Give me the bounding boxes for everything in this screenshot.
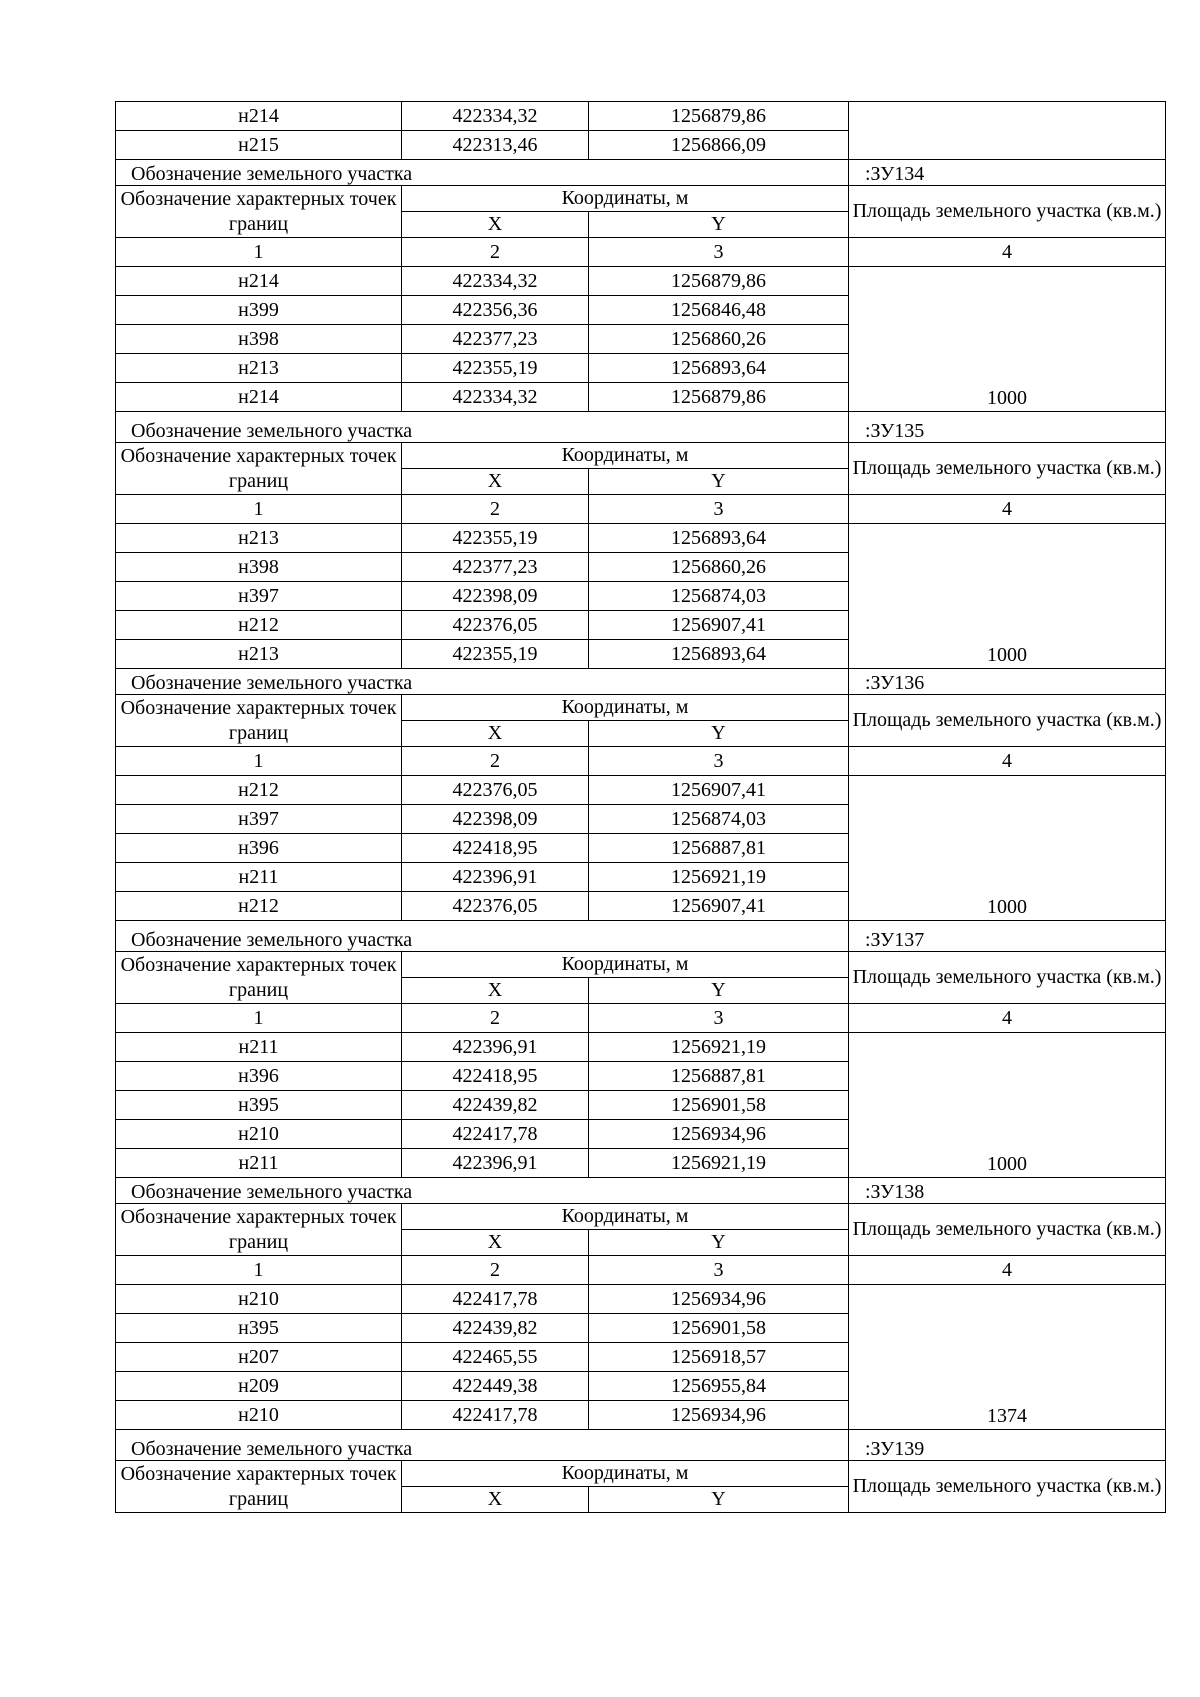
parcel-label-row: [116, 1430, 1166, 1461]
column-number-2: 2: [402, 1004, 589, 1033]
y-coordinate-cell: 1256893,64: [589, 640, 849, 669]
point-id-cell: н214: [116, 102, 402, 131]
point-id-cell: н214: [116, 267, 402, 296]
y-coordinate-cell: 1256860,26: [589, 553, 849, 582]
x-coordinate-cell: 422396,91: [402, 863, 589, 892]
y-coordinate-cell: 1256921,19: [589, 1033, 849, 1062]
header-row: [116, 1461, 1166, 1487]
point-column-header: Обозначение характерных точек границ: [116, 952, 402, 1004]
header-row: [116, 186, 1166, 212]
x-coordinate-cell: 422355,19: [402, 524, 589, 553]
column-number-row: [116, 1256, 1166, 1285]
x-coordinate-cell: 422439,82: [402, 1314, 589, 1343]
y-coordinate-cell: 1256934,96: [589, 1120, 849, 1149]
y-coordinate-cell: 1256901,58: [589, 1314, 849, 1343]
point-id-cell: н212: [116, 892, 402, 921]
y-coordinate-cell: 1256879,86: [589, 383, 849, 412]
x-coordinate-cell: 422396,91: [402, 1033, 589, 1062]
x-coordinate-cell: 422377,23: [402, 325, 589, 354]
point-id-cell: н398: [116, 325, 402, 354]
point-id-cell: н397: [116, 805, 402, 834]
point-id-cell: н213: [116, 640, 402, 669]
area-column-header: Площадь земельного участка (кв.м.): [849, 186, 1166, 238]
coordinates-header: Координаты, м: [402, 443, 849, 469]
point-id-cell: н209: [116, 1372, 402, 1401]
parcel-area-value: 1000: [849, 524, 1166, 669]
parcel-label-text: Обозначение земельного участка: [116, 412, 849, 443]
x-coordinate-cell: 422418,95: [402, 834, 589, 863]
column-number-2: 2: [402, 1256, 589, 1285]
parcel-code: :ЗУ137: [849, 921, 1166, 952]
table-row: [116, 267, 1166, 296]
column-number-2: 2: [402, 238, 589, 267]
y-coordinate-cell: 1256921,19: [589, 1149, 849, 1178]
column-number-row: [116, 1004, 1166, 1033]
y-column-header: Y: [589, 469, 849, 495]
parcel-label-text: Обозначение земельного участка: [116, 669, 849, 695]
point-column-header: Обозначение характерных точек границ: [116, 695, 402, 747]
column-number-4: 4: [849, 747, 1166, 776]
header-row: [116, 695, 1166, 721]
parcel-label-row: [116, 921, 1166, 952]
parcel-label-row: [116, 1178, 1166, 1204]
y-coordinate-cell: 1256918,57: [589, 1343, 849, 1372]
point-id-cell: н395: [116, 1091, 402, 1120]
point-id-cell: н207: [116, 1343, 402, 1372]
y-coordinate-cell: 1256874,03: [589, 805, 849, 834]
y-coordinate-cell: 1256907,41: [589, 776, 849, 805]
y-coordinate-cell: 1256934,96: [589, 1285, 849, 1314]
area-column-header: Площадь земельного участка (кв.м.): [849, 952, 1166, 1004]
column-number-1: 1: [116, 1004, 402, 1033]
column-number-row: [116, 747, 1166, 776]
point-id-cell: н396: [116, 834, 402, 863]
parcel-area-value: 1000: [849, 267, 1166, 412]
point-column-header: Обозначение характерных точек границ: [116, 186, 402, 238]
column-number-2: 2: [402, 747, 589, 776]
y-coordinate-cell: 1256921,19: [589, 863, 849, 892]
parcel-code: :ЗУ135: [849, 412, 1166, 443]
column-number-1: 1: [116, 495, 402, 524]
x-coordinate-cell: 422376,05: [402, 776, 589, 805]
parcel-label-row: [116, 669, 1166, 695]
parcel-area-value: 1374: [849, 1285, 1166, 1430]
point-id-cell: н215: [116, 131, 402, 160]
point-id-cell: н210: [116, 1285, 402, 1314]
column-number-3: 3: [589, 495, 849, 524]
y-coordinate-cell: 1256901,58: [589, 1091, 849, 1120]
parcel-label-text: Обозначение земельного участка: [116, 1178, 849, 1204]
column-number-4: 4: [849, 1256, 1166, 1285]
area-cell: [849, 102, 1166, 160]
parcel-code: :ЗУ139: [849, 1430, 1166, 1461]
y-coordinate-cell: 1256907,41: [589, 611, 849, 640]
y-coordinate-cell: 1256934,96: [589, 1401, 849, 1430]
y-coordinate-cell: 1256893,64: [589, 524, 849, 553]
x-column-header: X: [402, 469, 589, 495]
x-coordinate-cell: 422398,09: [402, 582, 589, 611]
parcel-label-row: [116, 412, 1166, 443]
point-id-cell: н211: [116, 1149, 402, 1178]
column-number-3: 3: [589, 1256, 849, 1285]
parcel-label-text: Обозначение земельного участка: [116, 160, 849, 186]
table-row: [116, 1033, 1166, 1062]
x-column-header: X: [402, 1487, 589, 1513]
point-column-header: Обозначение характерных точек границ: [116, 1461, 402, 1513]
y-coordinate-cell: 1256866,09: [589, 131, 849, 160]
table-body: [116, 102, 1166, 1513]
x-column-header: X: [402, 978, 589, 1004]
point-column-header: Обозначение характерных точек границ: [116, 1204, 402, 1256]
point-id-cell: н211: [116, 863, 402, 892]
y-coordinate-cell: 1256874,03: [589, 582, 849, 611]
area-column-header: Площадь земельного участка (кв.м.): [849, 443, 1166, 495]
column-number-1: 1: [116, 1256, 402, 1285]
area-column-header: Площадь земельного участка (кв.м.): [849, 695, 1166, 747]
x-coordinate-cell: 422465,55: [402, 1343, 589, 1372]
x-coordinate-cell: 422377,23: [402, 553, 589, 582]
x-coordinate-cell: 422417,78: [402, 1120, 589, 1149]
area-column-header: Площадь земельного участка (кв.м.): [849, 1204, 1166, 1256]
y-coordinate-cell: 1256887,81: [589, 1062, 849, 1091]
x-coordinate-cell: 422376,05: [402, 892, 589, 921]
x-coordinate-cell: 422334,32: [402, 102, 589, 131]
x-coordinate-cell: 422334,32: [402, 383, 589, 412]
y-column-header: Y: [589, 721, 849, 747]
x-column-header: X: [402, 1230, 589, 1256]
table-row: [116, 102, 1166, 131]
y-column-header: Y: [589, 1230, 849, 1256]
point-id-cell: н395: [116, 1314, 402, 1343]
point-column-header: Обозначение характерных точек границ: [116, 443, 402, 495]
parcel-area-value: 1000: [849, 1033, 1166, 1178]
parcel-label-text: Обозначение земельного участка: [116, 1430, 849, 1461]
parcel-label-row: [116, 160, 1166, 186]
parcel-code: :ЗУ138: [849, 1178, 1166, 1204]
column-number-4: 4: [849, 1004, 1166, 1033]
x-coordinate-cell: 422355,19: [402, 354, 589, 383]
x-coordinate-cell: 422417,78: [402, 1401, 589, 1430]
point-id-cell: н396: [116, 1062, 402, 1091]
parcel-area-value: 1000: [849, 776, 1166, 921]
column-number-4: 4: [849, 238, 1166, 267]
point-id-cell: н211: [116, 1033, 402, 1062]
y-coordinate-cell: 1256893,64: [589, 354, 849, 383]
point-id-cell: н213: [116, 354, 402, 383]
x-coordinate-cell: 422398,09: [402, 805, 589, 834]
column-number-4: 4: [849, 495, 1166, 524]
x-coordinate-cell: 422396,91: [402, 1149, 589, 1178]
y-coordinate-cell: 1256860,26: [589, 325, 849, 354]
x-coordinate-cell: 422313,46: [402, 131, 589, 160]
x-coordinate-cell: 422439,82: [402, 1091, 589, 1120]
parcel-coordinates-table: [115, 101, 1166, 1513]
point-id-cell: н399: [116, 296, 402, 325]
coordinates-header: Координаты, м: [402, 1204, 849, 1230]
x-coordinate-cell: 422449,38: [402, 1372, 589, 1401]
table-row: [116, 776, 1166, 805]
column-number-3: 3: [589, 747, 849, 776]
column-number-2: 2: [402, 495, 589, 524]
parcel-code: :ЗУ134: [849, 160, 1166, 186]
x-coordinate-cell: 422417,78: [402, 1285, 589, 1314]
x-coordinate-cell: 422356,36: [402, 296, 589, 325]
column-number-1: 1: [116, 747, 402, 776]
x-column-header: X: [402, 721, 589, 747]
point-id-cell: н212: [116, 776, 402, 805]
table-row: [116, 524, 1166, 553]
y-coordinate-cell: 1256955,84: [589, 1372, 849, 1401]
header-row: [116, 1204, 1166, 1230]
coordinates-document: [115, 101, 1165, 1513]
column-number-row: [116, 238, 1166, 267]
y-coordinate-cell: 1256879,86: [589, 267, 849, 296]
x-coordinate-cell: 422418,95: [402, 1062, 589, 1091]
header-row: [116, 952, 1166, 978]
point-id-cell: н212: [116, 611, 402, 640]
x-coordinate-cell: 422355,19: [402, 640, 589, 669]
y-coordinate-cell: 1256887,81: [589, 834, 849, 863]
y-column-header: Y: [589, 212, 849, 238]
column-number-row: [116, 495, 1166, 524]
x-coordinate-cell: 422334,32: [402, 267, 589, 296]
point-id-cell: н213: [116, 524, 402, 553]
column-number-1: 1: [116, 238, 402, 267]
x-coordinate-cell: 422376,05: [402, 611, 589, 640]
coordinates-header: Координаты, м: [402, 186, 849, 212]
column-number-3: 3: [589, 1004, 849, 1033]
y-coordinate-cell: 1256846,48: [589, 296, 849, 325]
column-number-3: 3: [589, 238, 849, 267]
parcel-label-text: Обозначение земельного участка: [116, 921, 849, 952]
point-id-cell: н398: [116, 553, 402, 582]
table-row: [116, 1285, 1166, 1314]
y-column-header: Y: [589, 1487, 849, 1513]
parcel-code: :ЗУ136: [849, 669, 1166, 695]
point-id-cell: н397: [116, 582, 402, 611]
y-column-header: Y: [589, 978, 849, 1004]
point-id-cell: н214: [116, 383, 402, 412]
y-coordinate-cell: 1256907,41: [589, 892, 849, 921]
point-id-cell: н210: [116, 1401, 402, 1430]
header-row: [116, 443, 1166, 469]
area-column-header: Площадь земельного участка (кв.м.): [849, 1461, 1166, 1513]
coordinates-header: Координаты, м: [402, 1461, 849, 1487]
x-column-header: X: [402, 212, 589, 238]
coordinates-header: Координаты, м: [402, 952, 849, 978]
coordinates-header: Координаты, м: [402, 695, 849, 721]
y-coordinate-cell: 1256879,86: [589, 102, 849, 131]
point-id-cell: н210: [116, 1120, 402, 1149]
